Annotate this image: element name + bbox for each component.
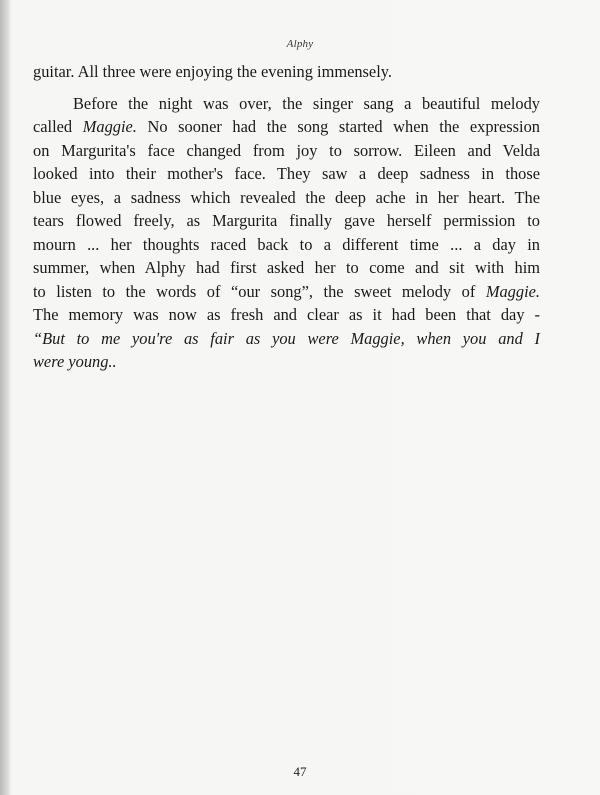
paragraph-2-line-9 [33,280,540,304]
paragraph-2-line-4: looked into their mother's face. They saw a deep sadness in those [33,164,540,183]
paragraph-1 [33,60,540,84]
paragraph-2-line-11: “But to me you're as fair as you were Maggie, when you and I [33,328,540,348]
song-title-maggie-2: Maggie. [485,281,540,301]
paragraph-2-line-10: The memory was now as fresh and clear as it had been that day - [33,305,540,324]
song-title-maggie: Maggie. [82,117,137,136]
paragraph-2-line-7: mourn ... her thoughts raced back to a different time ... a day in [33,234,540,254]
line-2-text-c: No sooner had the song started when the expression [136,117,540,136]
paragraph-2-line-2 [33,115,540,139]
paragraph-2-line-3: on Margurita's face changed from joy to sorrow. Eileen and Velda [33,140,540,160]
body-text [33,60,540,374]
paragraph-2-line-8: summer, when Alphy had first asked her to come and sit with him [33,258,540,277]
paragraph-2-line-12: were young.. [33,352,117,371]
paragraph-1-line: guitar. All three were enjoying the evening immensely. [33,62,392,81]
paragraph-2 [33,92,540,374]
page-number: 47 [293,764,307,779]
running-head: Alphy [286,38,314,50]
line-2-text-a: called [33,117,83,136]
paragraph-2-line-1: Before the night was over, the singer sang a beautiful melody [73,93,540,113]
line-9-text-a: to listen to the words of “our song”, the sweet melody of [33,281,486,301]
spine-shadow [0,0,10,795]
paragraph-2-line-5: blue eyes, a sadness which revealed the deep ache in her heart. The [33,187,540,207]
paragraph-2-line-6: tears flowed freely, as Margurita finally gave herself permission to [33,211,540,230]
